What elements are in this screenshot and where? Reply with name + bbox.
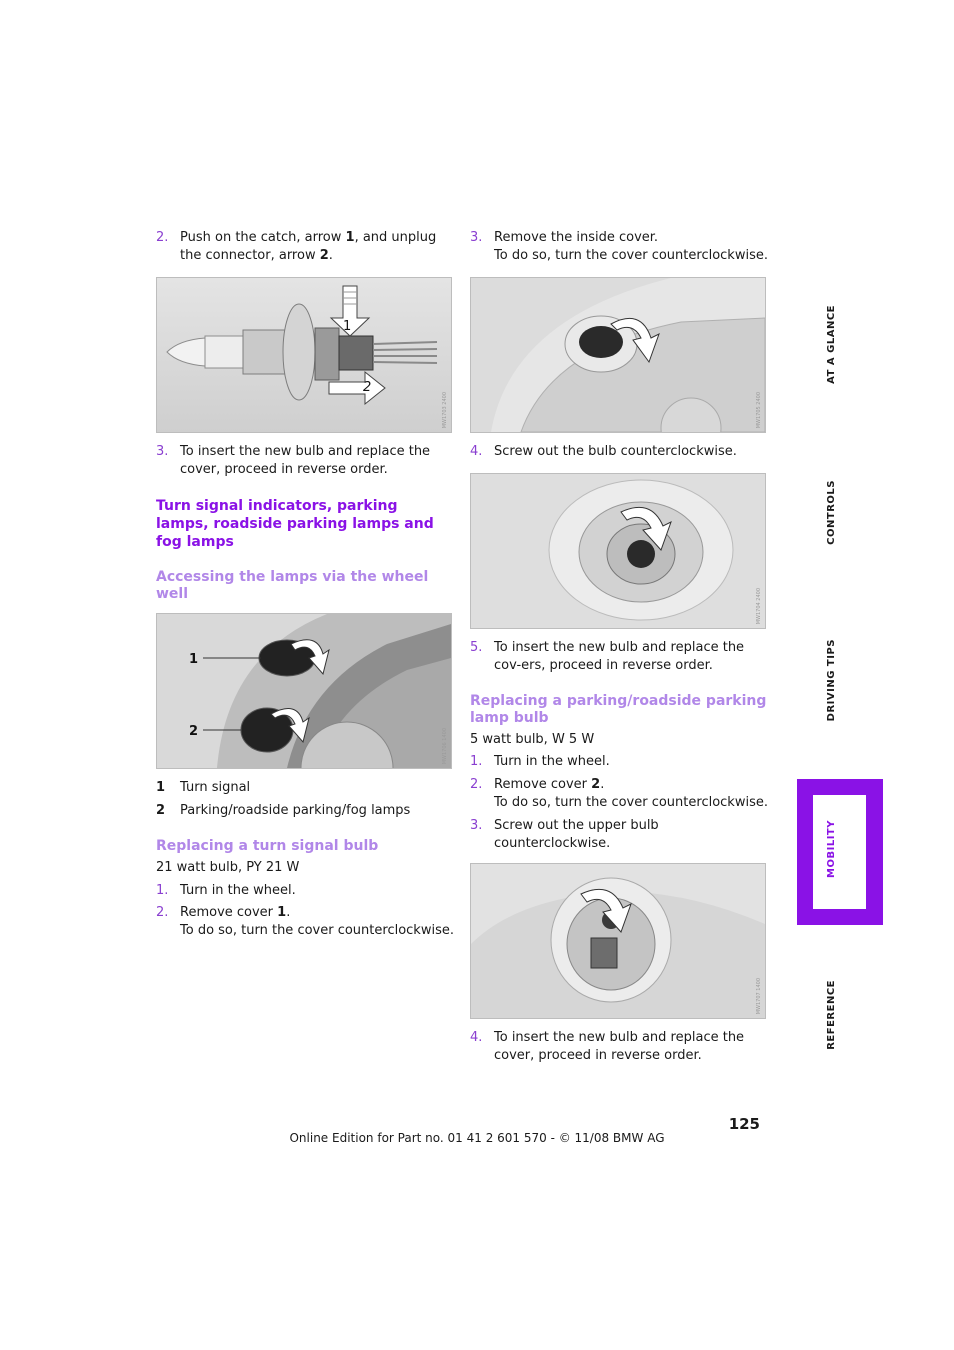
- figure-bulb-connector: [156, 277, 452, 433]
- step-4-screw-bulb: 4. Screw out the bulb counterclockwise.: [470, 444, 737, 459]
- figure-code: MW1704 2400: [756, 587, 762, 624]
- figure-code: MW1706 1400: [442, 727, 448, 764]
- tab-reference[interactable]: REFERENCE: [826, 980, 837, 1050]
- step-3-inside-cover: 3. Remove the inside cover. To do so, turn the cover counterclockwise.: [470, 230, 768, 263]
- wheel-well-illustration: [157, 614, 451, 768]
- park-step-2: 2. Remove cover 2. To do so, turn the cover counterclockwise.: [470, 777, 768, 810]
- figure-inside-cover: [470, 277, 766, 433]
- left-column: [156, 229, 454, 940]
- page-number: 125: [728, 1115, 760, 1133]
- figure-callout-1: 1: [189, 652, 199, 667]
- bulb-spec-parking: 5 watt bulb, W 5 W: [470, 732, 595, 747]
- park-step-4-reverse: 4. To insert the new bulb and replace the cover, proceed in reverse order.: [470, 1030, 745, 1063]
- figure-code: MW1707 1400: [756, 977, 762, 1014]
- figure-callout-1: 1: [343, 319, 352, 334]
- step-3-reverse: 3. To insert the new bulb and replace the cover, proceed in reverse order.: [156, 444, 431, 477]
- bulb-spec-turn-signal: 21 watt bulb, PY 21 W: [156, 860, 300, 875]
- figure-code: MW1705 2400: [756, 391, 762, 428]
- turn-step-2: 2. Remove cover 1. To do so, turn the cover counterclockwise.: [156, 905, 454, 938]
- subheading-replacing-parking-lamp: Replacing a parking/roadside parking lamp bulb: [470, 693, 767, 726]
- tab-at-a-glance[interactable]: AT A GLANCE: [826, 305, 837, 384]
- footer-edition-note: Online Edition for Part no. 01 41 2 601 570 - © 11/08 BMW AG: [289, 1131, 665, 1145]
- bulb-connector-illustration: [157, 278, 451, 432]
- turn-step-1: 1. Turn in the wheel.: [156, 883, 296, 898]
- legend-item-1: 1 Turn signal: [156, 780, 251, 795]
- park-step-1: 1. Turn in the wheel.: [470, 754, 610, 769]
- right-column: [470, 229, 768, 1065]
- figure-parking-bulb: [470, 863, 766, 1019]
- parking-bulb-illustration: [471, 864, 765, 1018]
- figure-code: MW1703 2400: [442, 391, 448, 428]
- inside-cover-illustration: [471, 278, 765, 432]
- subheading-accessing-lamps: Accessing the lamps via the wheel well: [156, 569, 429, 602]
- tab-mobility[interactable]: MOBILITY: [797, 779, 883, 925]
- bulb-socket-illustration: [471, 474, 765, 628]
- figure-wheel-well: [156, 613, 452, 769]
- tab-driving-tips[interactable]: DRIVING TIPS: [826, 638, 837, 721]
- subheading-replacing-turn-signal: Replacing a turn signal bulb: [156, 838, 379, 854]
- chapter-tabs: [797, 0, 883, 1350]
- step-2-unplug: 2. Push on the catch, arrow 1, and unplug the connector, arrow 2.: [156, 230, 437, 263]
- figure-callout-2: 2: [189, 724, 199, 739]
- figure-callout-2: 2: [363, 380, 372, 395]
- park-step-3: 3. Screw out the upper bulb counterclockwise.: [470, 818, 659, 851]
- figure-bulb-socket: [470, 473, 766, 629]
- legend-item-2: 2 Parking/roadside parking/fog lamps: [156, 803, 411, 818]
- section-heading-turn-signal-lamps: Turn signal indicators, parking lamps, roadside parking lamps and fog lamps: [156, 498, 434, 550]
- step-5-reverse: 5. To insert the new bulb and replace the cov-ers, proceed in reverse order.: [470, 640, 745, 673]
- tab-controls[interactable]: CONTROLS: [826, 480, 837, 545]
